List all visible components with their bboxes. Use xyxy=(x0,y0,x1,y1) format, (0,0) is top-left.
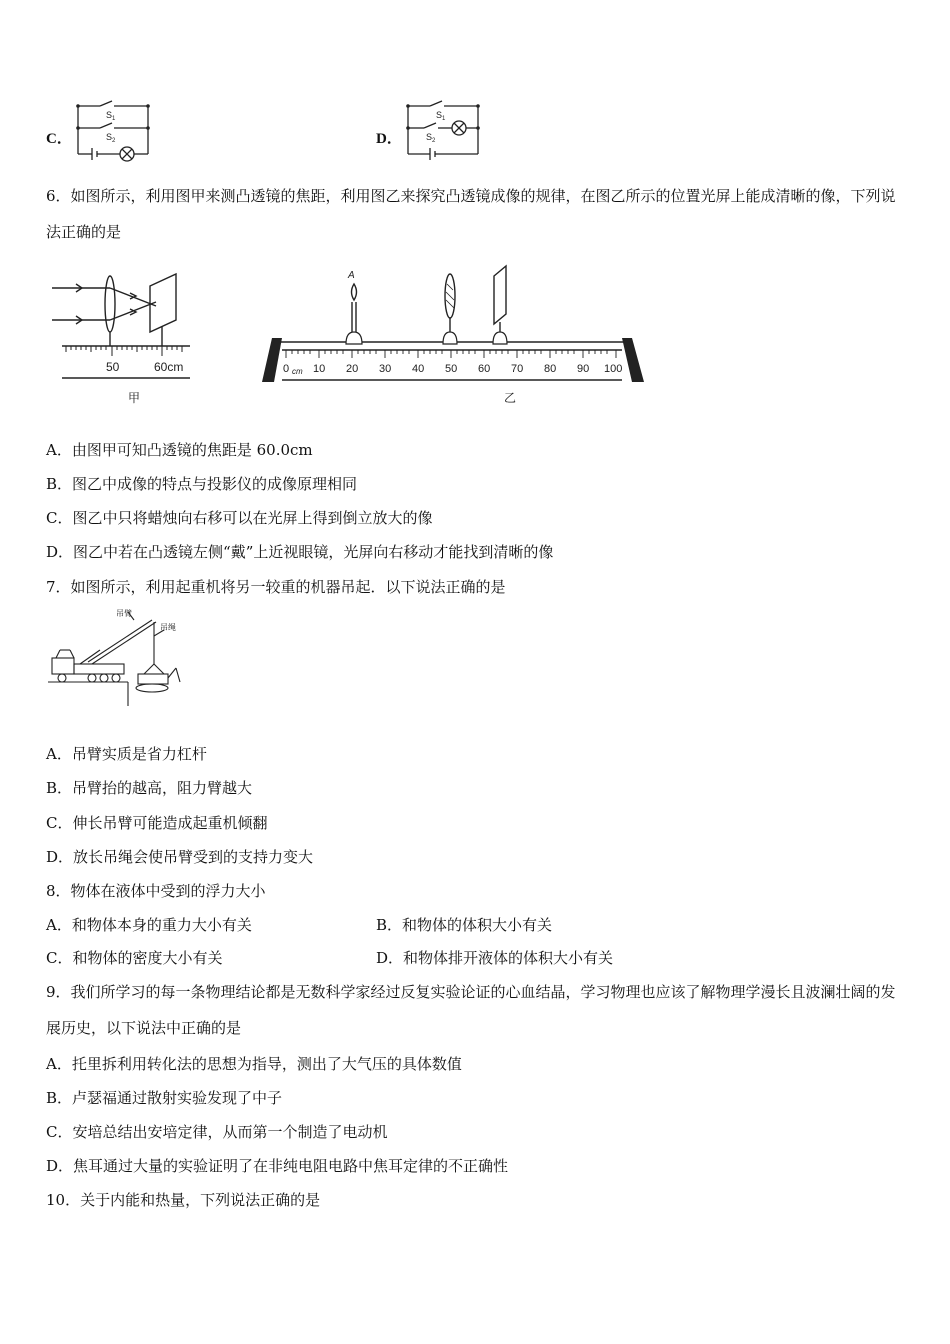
label-rope: 吊绳 xyxy=(160,623,176,632)
q8-stem: 8．物体在液体中受到的浮力大小 xyxy=(46,882,266,900)
bench-tick-30: 30 xyxy=(379,363,392,375)
q9-option-d: D．焦耳通过大量的实验证明了在非纯电阻电路中焦耳定律的不正确性 xyxy=(46,1157,509,1175)
q6-option-c: C．图乙中只将蜡烛向右移可以在光屏上得到倒立放大的像 xyxy=(46,509,433,527)
q6-option-d: D．图乙中若在凸透镜左侧“戴”上近视眼镜，光屏向右移动才能找到清晰的像 xyxy=(46,543,554,561)
q9-stem: 9．我们所学习的每一条物理结论都是无数科学家经过反复实验论证的心血结晶，学习物理也应该了解物理学漫长且波澜壮阔的发展历史，以下说法中正确的是 xyxy=(46,983,896,1037)
q5-option-d: D． xyxy=(376,131,402,147)
q9-option-c: C．安培总结出安培定律，从而第一个制造了电动机 xyxy=(46,1123,388,1141)
q7-option-b: B．吊臂抬的越高，阻力臂越大 xyxy=(46,779,253,797)
ruler-label-60: 60cm xyxy=(154,360,184,374)
circuit-diagram-c xyxy=(70,100,154,164)
bench-tick-60: 60 xyxy=(478,363,491,375)
bench-tick-10: 10 xyxy=(313,363,326,375)
q7-option-c: C．伸长吊臂可能造成起重机倾翻 xyxy=(46,814,268,832)
svg-text:A: A xyxy=(348,270,355,281)
figure-yi-optical-bench xyxy=(258,262,650,408)
figure-jia-focal-length xyxy=(50,268,200,406)
q6-option-a: A．由图甲可知凸透镜的焦距是 60.0cm xyxy=(46,441,313,459)
q7-option-a: A．吊臂实质是省力杠杆 xyxy=(46,745,207,763)
circuit-diagram-d xyxy=(400,100,484,164)
q8-option-c: C．和物体的密度大小有关 xyxy=(46,949,223,967)
q5-option-c: C． xyxy=(46,131,72,147)
figure-crane xyxy=(48,606,188,706)
q7-option-d: D．放长吊绳会使吊臂受到的支持力变大 xyxy=(46,848,314,866)
q9-option-b: B．卢瑟福通过散射实验发现了中子 xyxy=(46,1089,283,1107)
bench-tick-50: 50 xyxy=(445,363,458,375)
label-boom: 吊臂 xyxy=(116,609,132,618)
q8-option-a: A．和物体本身的重力大小有关 xyxy=(46,916,252,934)
bench-tick-0: 0 xyxy=(283,363,290,375)
q6-option-b: B．图乙中成像的特点与投影仪的成像原理相同 xyxy=(46,475,358,493)
q9-option-a: A．托里拆利用转化法的思想为指导，测出了大气压的具体数值 xyxy=(46,1055,462,1073)
switch-label-s1: $S_1$ xyxy=(436,110,446,122)
ruler-label-50: 50 xyxy=(106,360,120,374)
bench-tick-70: 70 xyxy=(511,363,524,375)
q10-stem: 10．关于内能和热量，下列说法正确的是 xyxy=(46,1191,321,1209)
switch-label-s2: $S_2$ xyxy=(106,132,116,144)
figure-caption-jia: 甲 xyxy=(128,391,141,405)
q8-option-d: D．和物体排开液体的体积大小有关 xyxy=(376,949,614,967)
bench-tick-20: 20 xyxy=(346,363,359,375)
bench-tick-90: 90 xyxy=(577,363,590,375)
bench-tick-unit: cm xyxy=(292,367,303,376)
switch-label-s2: $S_2$ xyxy=(426,132,436,144)
switch-label-s1: $S_1$ xyxy=(106,110,116,122)
figure-caption-yi: 乙 xyxy=(504,391,517,405)
bench-tick-80: 80 xyxy=(544,363,557,375)
q6-stem: 6．如图所示，利用图甲来测凸透镜的焦距，利用图乙来探究凸透镜成像的规律，在图乙所示的位置光屏上能成清晰的像，下列说法正确的是 xyxy=(46,187,896,241)
q8-option-b: B．和物体的体积大小有关 xyxy=(376,916,553,934)
bench-tick-100: 100 xyxy=(604,363,623,375)
bench-tick-40: 40 xyxy=(412,363,425,375)
q7-stem: 7．如图所示，利用起重机将另一较重的机器吊起．以下说法正确的是 xyxy=(46,578,506,596)
